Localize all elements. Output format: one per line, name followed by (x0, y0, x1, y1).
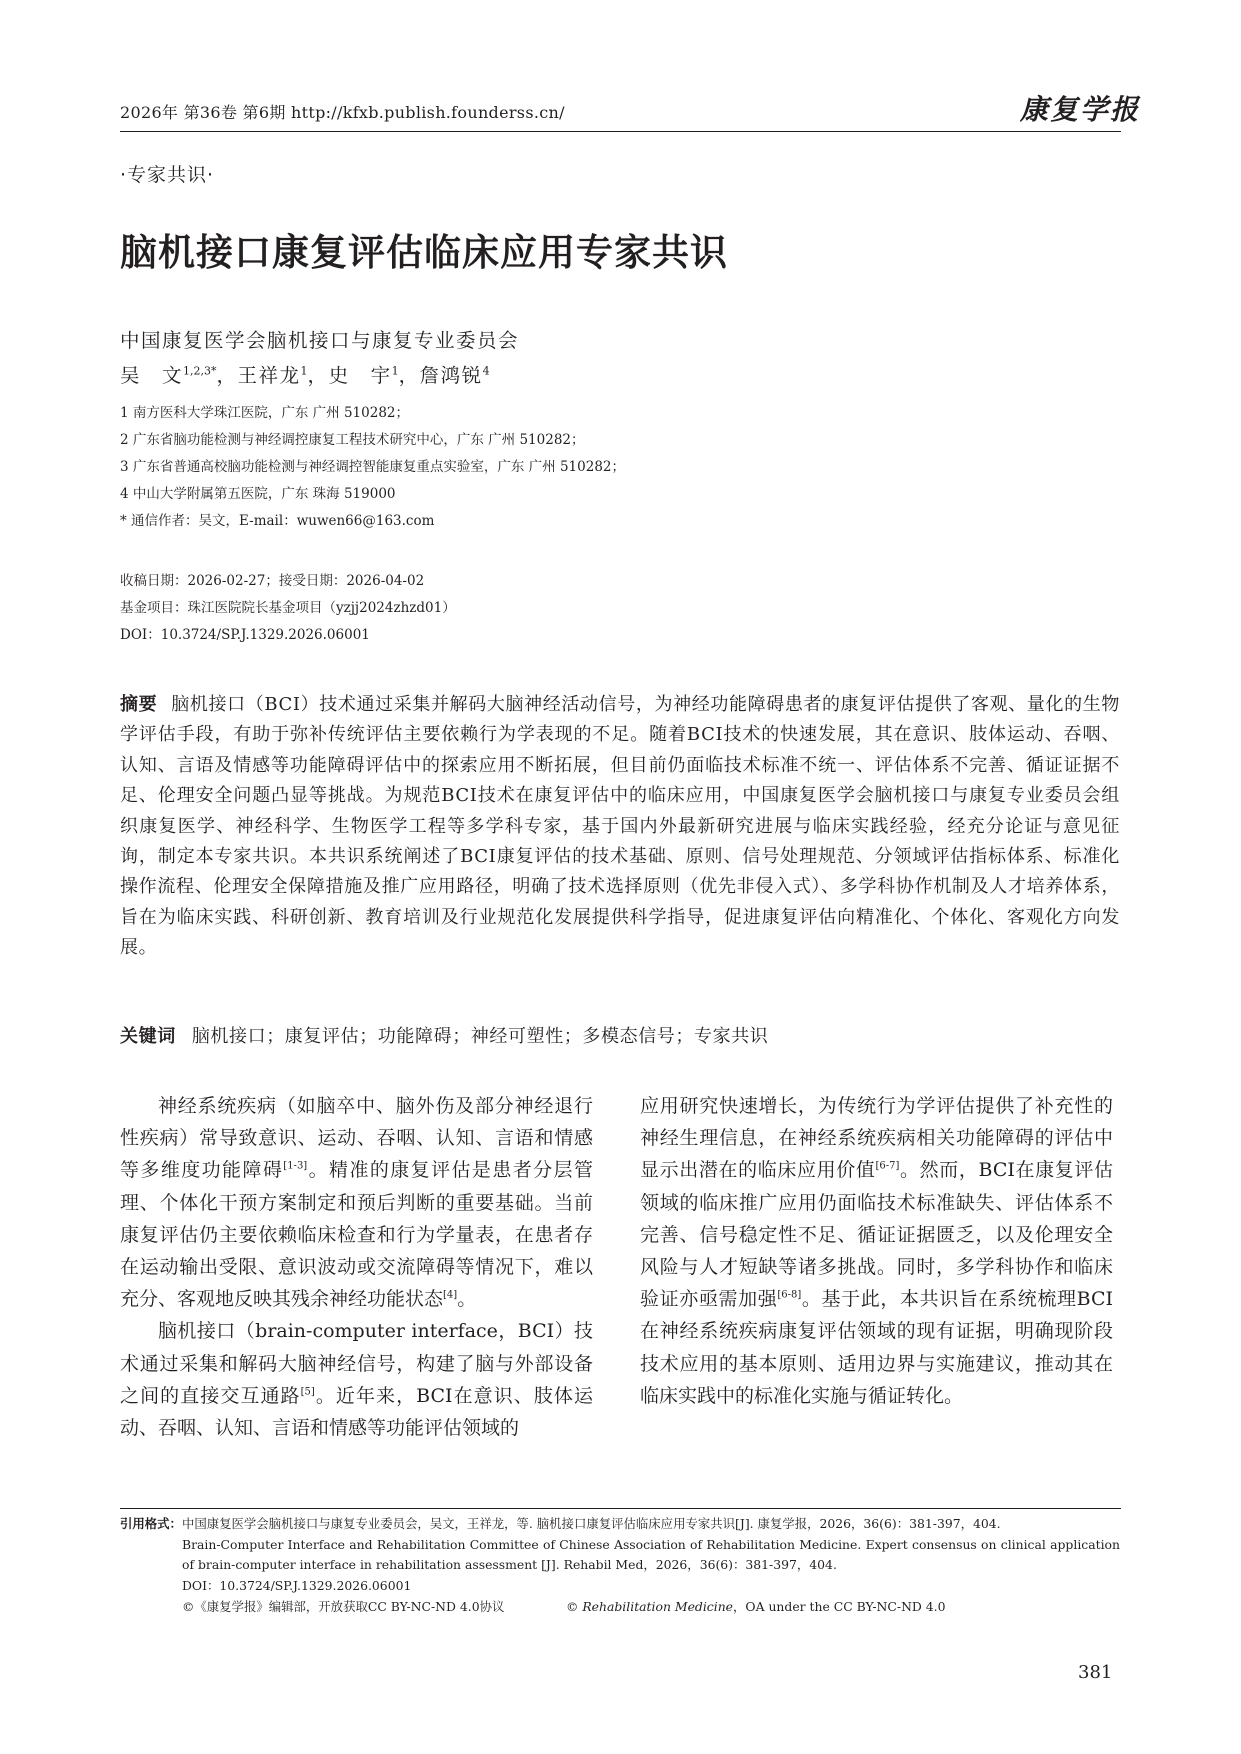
keywords-text: 脑机接口；康复评估；功能障碍；神经可塑性；多模态信号；专家共识 (191, 1026, 769, 1047)
affiliation-line: 2 广东省脑功能检测与神经调控康复工程技术研究中心，广东 广州 510282； (120, 432, 585, 448)
affiliation-line: 1 南方医科大学珠江医院，广东 广州 510282； (120, 405, 409, 421)
citation-rule (120, 1508, 1121, 1509)
affiliations (120, 400, 625, 535)
reference-mark: [5] (300, 1386, 315, 1398)
body-paragraph (120, 1315, 593, 1444)
author-name: 王祥龙 (237, 364, 301, 387)
abstract (120, 690, 1120, 964)
paragraph-text: 。基于此，本共识旨在系统梳理BCI在神经系统疾病康复评估领域的现有证据，明确现阶段技术应用的基本原则、适用边界与实施建议，推动其在临床实践中的标准化实施与循证转化。 (640, 1288, 1113, 1407)
citation-en: Brain-Computer Interface and Rehabilitation Committee of Chinese Association of Rehabilitation Medicine. Expert consensus on clinical application of brain-computer interface in rehabilitation assessment [J]. Rehabil Med，2026，36(6)：381-397，404. (182, 1536, 1120, 1572)
author-list: 吴 文$^{1,2,3*}$，王祥龙$^1$，史 宇$^1$，詹鸿锐$^4$ (120, 364, 490, 387)
citation-cn-text: 中国康复医学会脑机接口与康复专业委员会，吴文，王祥龙，等. 脑机接口康复评估临床应用专家共识[J]. 康复学报，2026，36(6)：381-397，404. (181, 1516, 1001, 1531)
article-title: 脑机接口康复评估临床应用专家共识 (120, 231, 728, 274)
citation-doi: DOI：10.3724/SP.J.1329.2026.06001 (182, 1577, 412, 1593)
license-en (566, 1597, 946, 1615)
reference-mark: [4] (443, 1289, 458, 1301)
author-name: 史 宇 (328, 364, 392, 387)
license-en-journal: Rehabilitation Medicine (582, 1599, 734, 1614)
author-affiliation-mark: 1 (300, 364, 308, 378)
body-paragraph (640, 1090, 1113, 1412)
citation-label: 引用格式： (120, 1516, 182, 1531)
author-organization: 中国康复医学会脑机接口与康复专业委员会 (120, 329, 520, 352)
affiliation-line: 4 中山大学附属第五医院，广东 珠海 519000 (120, 486, 396, 502)
reference-mark: [6-7] (875, 1161, 900, 1173)
author-affiliation-mark: 1 (391, 364, 399, 378)
affiliation-line: 3 广东省普通高校脑功能检测与神经调控智能康复重点实验室，广东 广州 510282； (120, 459, 625, 475)
abstract-text: 脑机接口（BCI）技术通过采集并解码大脑神经活动信号，为神经功能障碍患者的康复评估提供了客观、量化的生物学评估手段，有助于弥补传统评估主要依赖行为学表现的不足。随着BCI技术的快速发展，其在意识、肢体运动、吞咽、认知、言语及情感等功能障碍评估中的探索应用不断拓展，但目前仍面临技术标准不统一、评估体系不完善、循证证据不足、伦理安全问题凸显等挑战。为规范BCI技术在康复评估中的临床应用，中国康复医学会脑机接口与康复专业委员会组织康复医学、神经科学、生物医学工程等多学科专家，基于国内外最新研究进展与临床实践经验，经充分论证与意见征询，制定本专家共识。本共识系统阐述了BCI康复评估的技术基础、原则、信号处理规范、分领域评估指标体系、标准化操作流程、伦理安全保障措施及推广应用路径，明确了技术选择原则（优先非侵入式）、多学科协作机制及人才培养体系，旨在为临床实践、科研创新、教育培训及行业规范化发展提供科学指导，促进康复评估向精准化、个体化、客观化方向发展。 (120, 694, 1120, 959)
funding: 基金项目：珠江医院院长基金项目（yzjj2024zhzd01） (120, 600, 456, 616)
paragraph-text: 脑机接口（brain-computer interface，BCI）技术通过采集和解码大脑神经信号，构建了脑与外部设备之间的直接交互通路 (120, 1320, 593, 1407)
paragraph-text: 。精准的康复评估是患者分层管理、个体化干预方案制定和预后判断的重要基础。当前康复评估仍主要依赖临床检查和行为学量表，在患者存在运动输出受限、意识波动或交流障碍等情况下，难以充分、客观地反映其残余神经功能状态 (120, 1159, 593, 1311)
body-column-left (120, 1090, 593, 1444)
keywords (120, 1022, 768, 1048)
author-affiliation-mark: 4 (482, 364, 490, 378)
paragraph-text: 。近年来，BCI在意识、肢体运动、吞咽、认知、言语和情感等功能评估领域的 (120, 1384, 593, 1440)
doi: DOI：10.3724/SP.J.1329.2026.06001 (120, 627, 370, 643)
reference-mark: [6-8] (777, 1289, 802, 1301)
body-column-right (640, 1090, 1113, 1412)
reference-mark: [1-3] (283, 1161, 308, 1173)
body-paragraph (120, 1090, 593, 1315)
keywords-label: 关键词 (120, 1026, 176, 1047)
author-name: 吴 文 (120, 364, 184, 387)
received-date: 收稿日期：2026-02-27；接受日期：2026-04-02 (120, 573, 425, 589)
header-rule (120, 131, 1121, 132)
paragraph-text: 应用研究快速增长，为传统行为学评估提供了补充性的神经生理信息，在神经系统疾病相关功能障碍的评估中显示出潜在的临床应用价值 (640, 1095, 1113, 1182)
author-affiliation-mark: 1,2,3* (183, 364, 217, 378)
running-header: 2026年 第36卷 第6期 http://kfxb.publish.founderss.cn/ (120, 103, 565, 122)
article-meta (120, 568, 456, 649)
paragraph-text: 。 (457, 1288, 477, 1311)
paragraph-text: 。然而，BCI在康复评估领域的临床推广应用仍面临技术标准缺失、评估体系不完善、信号稳定性不足、循证证据匮乏，以及伦理安全风险与人才短缺等诸多挑战。同时，多学科协作和临床验证亦亟需加强 (640, 1159, 1113, 1311)
journal-logo: 康复学报 (1020, 93, 1141, 126)
citation-block (120, 1514, 1120, 1596)
abstract-label: 摘要 (120, 694, 158, 715)
citation-cn (120, 1514, 1120, 1535)
section-tag: ·专家共识· (120, 164, 215, 186)
author-name: 詹鸿锐 (419, 364, 483, 387)
corresponding-author: * 通信作者：吴文，E-mail：wuwen66@163.com (120, 513, 435, 529)
paragraph-text: 神经系统疾病（如脑卒中、脑外伤及部分神经退行性疾病）常导致意识、运动、吞咽、认知、言语和情感等多维度功能障碍 (120, 1095, 593, 1182)
page-number: 381 (1078, 1662, 1113, 1683)
license-en-text: ，OA under the CC BY-NC-ND 4.0 (733, 1599, 946, 1614)
license-en-prefix: © (566, 1599, 583, 1614)
license-cn: ©《康复学报》编辑部，开放获取CC BY-NC-ND 4.0协议 (182, 1599, 505, 1614)
